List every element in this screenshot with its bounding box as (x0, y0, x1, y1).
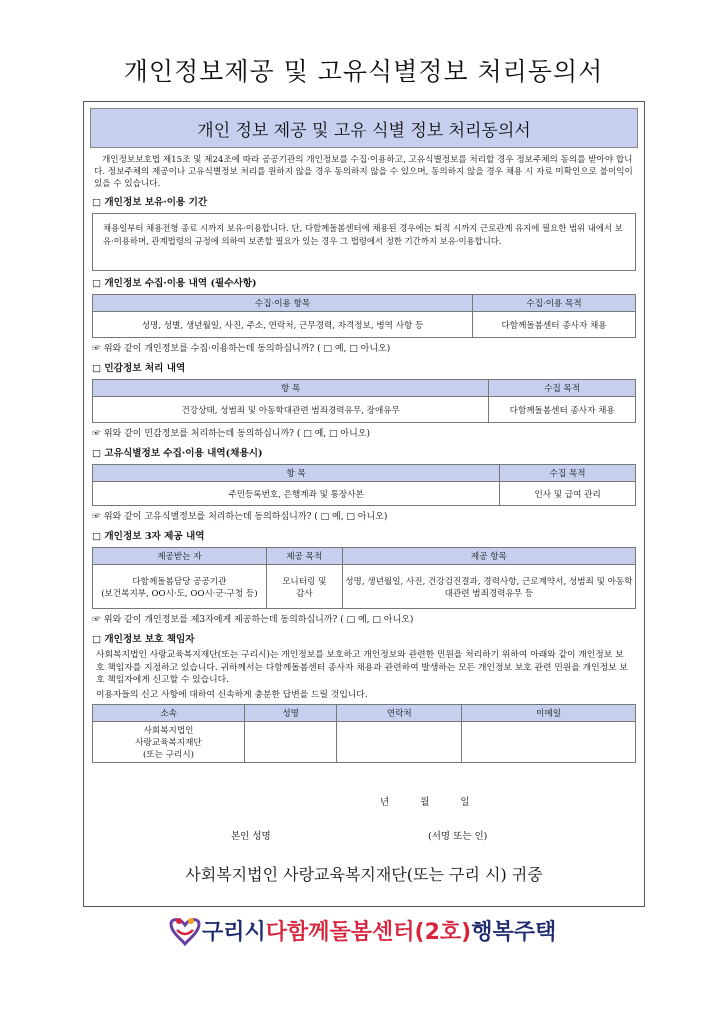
org-line-1: 사회복지법인 (143, 726, 194, 736)
sensitive-table (92, 379, 636, 423)
form-header: 개인 정보 제공 및 고유 식별 정보 처리동의서 (90, 108, 638, 148)
unique-id-purpose: 인사 및 급여 관리 (500, 482, 636, 506)
retention-heading: □ 개인정보 보유·이용 기간 (92, 197, 208, 208)
sensitive-col-purpose: 수집 목적 (489, 380, 636, 397)
third-party-col-recipient: 제공받는 자 (93, 548, 267, 565)
sensitive-purpose: 다함께돌봄센터 종사자 채용 (489, 397, 636, 423)
unique-id-heading: □ 고유식별정보 수집·이용 내역(채용시) (92, 448, 263, 459)
logo-highlight: 다함께돌봄센터(2호) (265, 920, 472, 945)
collection-table (92, 294, 636, 338)
logo-prefix: 구리시 (202, 920, 266, 945)
logo-suffix: 행복주택 (471, 920, 557, 945)
officer-name[interactable] (245, 722, 337, 763)
third-party-recipient (93, 565, 267, 609)
collection-heading: □ 개인정보 수집·이용 내역 (필수사항) (92, 278, 257, 289)
collection-col-purpose: 수집·이용 목적 (473, 295, 636, 312)
officer-contact[interactable] (337, 722, 462, 763)
third-party-consent-question[interactable]: ☞ 위와 같이 개인정보를 제3자에게 제공하는데 동의하십니까? ( □ 예, □ 아니오) (92, 615, 414, 625)
third-party-col-purpose: 제공 목적 (266, 548, 342, 565)
officer-col-email: 이메일 (462, 705, 636, 722)
collection-col-items: 수집·이용 항목 (93, 295, 473, 312)
signature-label[interactable]: (서명 또는 인) (428, 831, 488, 842)
unique-id-consent-question[interactable]: ☞ 위와 같이 고유식별정보를 처리하는데 동의하십니까? ( □ 예, □ 아니오) (92, 512, 388, 522)
third-party-heading: □ 개인정보 3자 제공 내역 (92, 531, 205, 542)
collection-purpose: 다함께돌봄센터 종사자 채용 (473, 312, 636, 338)
officer-email[interactable] (462, 722, 636, 763)
retention-text: 채용일부터 채용전형 종료 시까지 보유·이용합니다. 단, 다함께돌봄센터에 채용된 경우에는 퇴직 시까지 근로관계 유지에 필요한 범위 내에서 보유·이용하며, 관계법령의 규정에 의하여 보존할 필요가 있는 경우 그 법령에서 정한 기간까지 보유·이용합니다. (92, 213, 636, 271)
intro-text: 개인정보보호법 제15조 및 제24조에 따라 공공기관의 개인정보를 수집·이용하고, 고유식별정보를 처리할 경우 정보주체의 동의를 받아야 합니다. 정보주체의 제공이나 고유식별정보 처리를 원하지 않을 경우 동의하지 않을 수 있으며, 동의하지 않을 경우 채용 시 자료 미확인으로 불이익이 있을 수 있습니다. (94, 155, 633, 189)
page-title: 개인정보제공 및 고유식별정보 처리동의서 (123, 57, 604, 86)
unique-id-col-items: 항 목 (93, 465, 500, 482)
unique-id-items: 주민등록번호, 은행계좌 및 통장사본 (93, 482, 500, 506)
officer-org (93, 722, 245, 763)
purpose-line-1: 모니터링 및 (282, 576, 327, 587)
officer-text: 사회복지법인 사랑교육복지재단(또는 구리시)는 개인정보를 보호하고 개인정보와 관련한 민원을 처리하기 위하여 아래와 같이 개인정보 보호 책임자를 지정하고 있습니다. 귀하께서는 다함께돌봄센터 종사자 채용과 관련하여 발생하는 모든 개인정보 보호 관련 민원을 개인정보 보호 책임자에게 신고할 수 있습니다. (96, 650, 628, 685)
consent-form (83, 101, 645, 907)
center-logo (168, 915, 556, 946)
recipient-line-1: 다함께돌봄담당 공공기관 (132, 576, 227, 587)
third-party-purpose (266, 565, 342, 609)
officer-col-name: 성명 (245, 705, 337, 722)
recipient-line-2: (보건복지부, OO시·도, OO시·군·구청 등) (101, 588, 258, 599)
unique-id-col-purpose: 수집 목적 (500, 465, 636, 482)
officer-col-org: 소속 (93, 705, 245, 722)
third-party-col-items: 제공 항목 (342, 548, 635, 565)
officer-table (92, 704, 636, 763)
date-line[interactable]: 년 월 일 (380, 797, 470, 808)
unique-id-table (92, 464, 636, 506)
addressee: 사회복지법인 사랑교육복지재단(또는 구리 시) 귀중 (185, 865, 543, 884)
third-party-table (92, 547, 636, 609)
org-line-2: 사랑교육복지재단 (135, 738, 202, 748)
third-party-items: 성명, 생년월일, 사진, 건강검진결과, 경력사항, 근로계약서, 성범죄 및 아동학대관련 범죄경력유무 등 (342, 565, 635, 609)
collection-items: 성명, 성별, 생년월일, 사진, 주소, 연락처, 근무경력, 자격정보, 병역 사항 등 (93, 312, 473, 338)
purpose-line-2: 감사 (295, 588, 313, 599)
sensitive-items: 건강상태, 성범죄 및 아동학대관련 범죄경력유무, 장애유무 (93, 397, 489, 423)
officer-heading: □ 개인정보 보호 책임자 (92, 634, 195, 645)
signer-label: 본인 성명 (231, 831, 271, 842)
org-line-3: (또는 구리시) (143, 750, 194, 760)
sensitive-heading: □ 민감정보 처리 내역 (92, 363, 186, 374)
sensitive-consent-question[interactable]: ☞ 위와 같이 민감정보를 처리하는데 동의하십니까? ( □ 예, □ 아니오) (92, 429, 370, 439)
heart-people-icon (168, 916, 202, 946)
sensitive-col-items: 항 목 (93, 380, 489, 397)
officer-text-2: 이용자들의 신고 사항에 대하여 신속하게 충분한 답변을 드릴 것입니다. (96, 689, 368, 700)
logo-text (202, 915, 556, 946)
officer-col-contact: 연락처 (337, 705, 462, 722)
collection-consent-question[interactable]: ☞ 위와 같이 개인정보를 수집·이용하는데 동의하십니까? ( □ 예, □ 아니오) (92, 344, 391, 354)
